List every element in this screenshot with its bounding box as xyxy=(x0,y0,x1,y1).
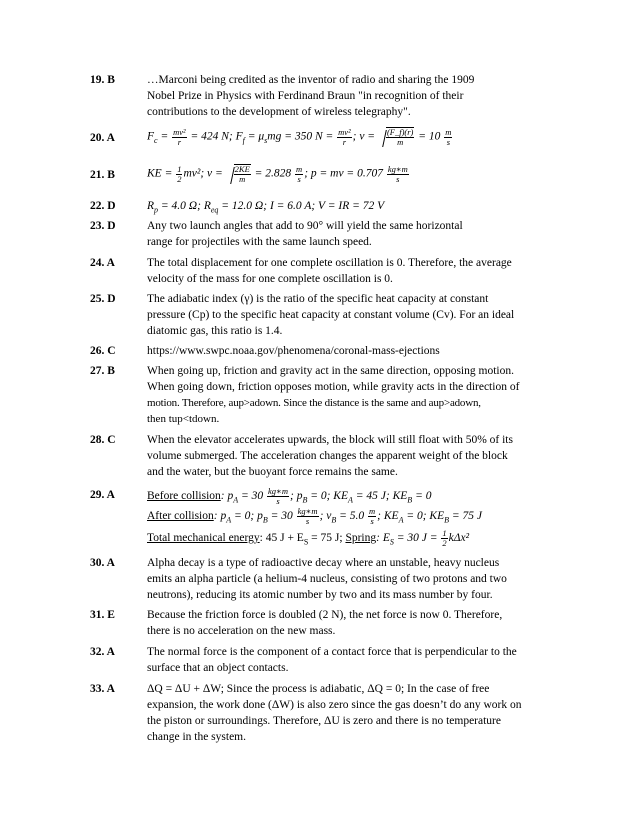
text-line: Any two launch angles that add to 90° will yield the same horizontal xyxy=(147,220,463,232)
eq-text: = 0; p xyxy=(231,510,263,523)
answer-label: 20. A xyxy=(90,132,115,144)
eq-sub: p xyxy=(154,205,159,215)
eq-text: = 5.0 xyxy=(336,510,368,523)
eq-text: I = 6.0 A; V = IR = 72 V xyxy=(269,200,385,212)
square-root xyxy=(226,164,252,184)
text-line: neutrons), reducing its atomic number by two and its mass number by four. xyxy=(147,589,493,601)
text-line: When the elevator accelerates upwards, the block will still float with 50% of its xyxy=(147,434,513,446)
eq-text: R xyxy=(203,200,211,212)
fraction xyxy=(295,165,303,184)
eq-sub: B xyxy=(302,495,308,505)
text-line: The total displacement for one complete oscillation is 0. Therefore, the average xyxy=(147,257,512,269)
answer-label: 24. A xyxy=(90,257,115,269)
eq-text: = 75 J xyxy=(449,510,483,523)
eq-sub: S xyxy=(303,537,309,547)
numerator: m xyxy=(296,163,303,174)
answer-explanation xyxy=(147,72,562,120)
eq-sub: eq xyxy=(210,205,219,215)
denominator: s xyxy=(276,496,280,506)
answer-label: 25. D xyxy=(90,293,116,305)
text-line: then tup<tdown. xyxy=(147,413,220,425)
numerator: (F_f)(r) xyxy=(386,127,414,137)
eq-text: = 0; KE xyxy=(403,510,445,523)
eq-sub: A xyxy=(233,495,239,505)
fraction xyxy=(386,127,414,147)
fraction xyxy=(441,529,447,548)
fraction xyxy=(444,128,452,147)
eq-text: R xyxy=(147,200,155,212)
numerator: kg∗m xyxy=(297,506,318,516)
text-line: emits an alpha particle (a helium-4 nucleus, consisting of two protons and two xyxy=(147,573,507,585)
answer-explanation xyxy=(147,487,562,549)
denominator: 2 xyxy=(177,173,182,184)
eq-text: = 12.0 Ω; xyxy=(218,200,270,212)
eq-text: ; v xyxy=(319,510,332,523)
answer-explanation xyxy=(147,607,562,639)
answer-explanation xyxy=(147,255,562,287)
denominator: s xyxy=(297,173,301,184)
answer-explanation xyxy=(147,681,562,745)
eq-sub: A xyxy=(348,495,353,505)
answer-label: 28. C xyxy=(90,434,116,446)
equation xyxy=(147,127,562,147)
eq-text: = 30 J = xyxy=(393,532,441,545)
numerator: 1 xyxy=(177,163,182,174)
text-line: change in the system. xyxy=(147,731,247,743)
text-line: ΔQ = ΔU + ΔW; Since the process is adiabatic, ΔQ = 0; In the case of free xyxy=(147,683,490,695)
numerator: kg∗m xyxy=(387,163,408,174)
denominator: s xyxy=(370,516,374,526)
after-collision-line xyxy=(147,507,562,529)
text-line: surface that an object contacts. xyxy=(147,662,289,674)
numerator: m xyxy=(445,126,452,137)
text-line: When going down, friction opposes motion, while gravity acts in the direction of xyxy=(147,381,520,393)
eq-text: = 0; KE xyxy=(307,490,349,503)
text-line: …Marconi being credited as the inventor of radio and sharing the 1909 xyxy=(147,74,475,86)
answer-label: 30. A xyxy=(90,557,115,569)
answer-explanation xyxy=(147,555,562,603)
numerator: 1 xyxy=(442,528,447,538)
text-line: The adiabatic index (γ) is the ratio of the specific heat capacity at constant xyxy=(147,293,489,305)
fraction xyxy=(387,165,409,184)
before-collision-line xyxy=(147,487,562,507)
eq-sub: B xyxy=(262,515,268,525)
fraction xyxy=(267,487,289,506)
text-line: contributions to the development of wireless telegraphy". xyxy=(147,106,411,118)
eq-text: = 75 J; xyxy=(308,532,346,545)
fraction xyxy=(234,164,251,184)
eq-sub: B xyxy=(331,515,337,525)
eq-text: = 30 xyxy=(267,510,296,523)
eq-sub: B xyxy=(444,515,450,525)
fraction xyxy=(172,128,186,147)
text-line: Nobel Prize in Physics with Ferdinand Braun "in recognition of their xyxy=(147,90,464,102)
text-line: expansion, the work done (ΔW) is also zero since the gas doesn’t do any work on xyxy=(147,699,522,711)
eq-text: = 45 J; KE xyxy=(352,490,408,503)
fraction xyxy=(337,128,351,147)
reference-link[interactable]: https://www.swpc.noaa.gov/phenomena/coronal-mass-ejections xyxy=(147,345,440,357)
numerator: mv² xyxy=(173,126,186,137)
denominator: m xyxy=(239,174,246,184)
eq-text: ; KE xyxy=(377,510,399,523)
answer-explanation xyxy=(147,644,562,676)
eq-text: ; v = xyxy=(352,130,378,143)
text-line: Alpha decay is a type of radioactive decay where an unstable, heavy nucleus xyxy=(147,557,500,569)
eq-text: ; p xyxy=(289,490,303,503)
fraction xyxy=(176,165,182,184)
answer-label: 26. C xyxy=(90,345,116,357)
eq-text: : 45 J + E xyxy=(259,532,304,545)
eq-text: mg = 350 N = xyxy=(267,130,337,143)
text-line: pressure (Cp) to the specific heat capacity at constant volume (Cv). For an ideal xyxy=(147,309,515,321)
eq-sub: A xyxy=(226,515,232,525)
eq-text: : E xyxy=(376,532,390,545)
eq-label: Spring xyxy=(345,532,377,545)
answer-explanation xyxy=(147,363,562,427)
eq-sub: c xyxy=(154,135,158,145)
equation xyxy=(147,198,562,214)
numerator: kg∗m xyxy=(268,486,288,496)
answer-label: 32. A xyxy=(90,646,115,658)
energy-line xyxy=(147,529,562,549)
answer-label: 27. B xyxy=(90,365,115,377)
answer-explanation xyxy=(147,343,562,359)
text-line: When going up, friction and gravity act in the same direction, opposing motion. xyxy=(147,365,514,377)
denominator: m xyxy=(397,137,404,147)
answer-label: 29. A xyxy=(90,489,115,501)
eq-text: ; p = mv = 0.707 xyxy=(304,167,386,180)
text-line: diatomic gas, this ratio is 1.4. xyxy=(147,325,283,337)
eq-text: : p xyxy=(220,490,234,503)
eq-text: F xyxy=(147,130,155,143)
text-line: The normal force is the component of a contact force that is perpendicular to the xyxy=(147,646,517,658)
denominator: s xyxy=(396,173,400,184)
eq-label: After collision xyxy=(147,510,214,523)
text-line: there is no acceleration on the new mass. xyxy=(147,625,336,637)
answer-explanation xyxy=(147,218,562,250)
answer-label: 19. B xyxy=(90,74,115,86)
eq-sub: f xyxy=(242,135,245,145)
eq-text: = 0 xyxy=(412,490,432,503)
eq-sub: A xyxy=(398,515,404,525)
answer-label: 33. A xyxy=(90,683,115,695)
eq-text: = 4.0 Ω; xyxy=(158,200,204,212)
text-line: Because the friction force is doubled (2 N), the net force is now 0. Therefore, xyxy=(147,609,503,621)
numerator: m xyxy=(369,506,376,516)
eq-text: KE = xyxy=(147,167,176,180)
fraction xyxy=(368,507,376,526)
denominator: 2 xyxy=(442,538,447,548)
eq-text: = 424 N; xyxy=(187,130,236,143)
answer-label: 21. B xyxy=(90,169,115,181)
text-line: the piston or surroundings. Therefore, ΔU is zero and there is no temperature xyxy=(147,715,501,727)
eq-text: F xyxy=(235,130,243,143)
denominator: s xyxy=(305,516,310,526)
denominator: r xyxy=(177,136,181,147)
eq-text: = μ xyxy=(244,130,265,143)
answer-label: 31. E xyxy=(90,609,115,621)
eq-sub: B xyxy=(407,495,413,505)
numerator: 2KE xyxy=(234,164,250,174)
text-line: motion. Therefore, aup>adown. Since the distance is the same and aup>adown, xyxy=(147,397,481,409)
denominator: r xyxy=(342,136,347,147)
eq-label: Total mechanical energy xyxy=(147,532,260,545)
eq-text: = xyxy=(157,130,172,143)
eq-text: mv²; v = xyxy=(183,167,226,180)
denominator: s xyxy=(446,136,450,147)
eq-sub: s xyxy=(264,135,268,145)
text-line: velocity of the mass for one complete oscillation is 0. xyxy=(147,273,393,285)
answer-explanation xyxy=(147,291,562,339)
answer-label: 23. D xyxy=(90,220,116,232)
numerator: mv² xyxy=(338,126,351,137)
answer-explanation xyxy=(147,432,562,480)
equation xyxy=(147,164,562,184)
eq-sub: S xyxy=(389,537,394,547)
eq-text: = 10 xyxy=(415,130,444,143)
text-line: and the water, but the buoyant force remains the same. xyxy=(147,466,398,478)
answer-label: 22. D xyxy=(90,200,116,212)
eq-text: kΔx² xyxy=(448,532,470,545)
eq-text: = 30 xyxy=(238,490,267,503)
text-line: volume submerged. The acceleration changes the apparent weight of the block xyxy=(147,450,508,462)
fraction xyxy=(297,507,319,526)
square-root xyxy=(378,127,415,147)
eq-label: Before collision xyxy=(147,490,221,503)
eq-text: : p xyxy=(213,510,227,523)
eq-text: = 2.828 xyxy=(251,167,295,180)
text-line: range for projectiles with the same launch speed. xyxy=(147,236,372,248)
